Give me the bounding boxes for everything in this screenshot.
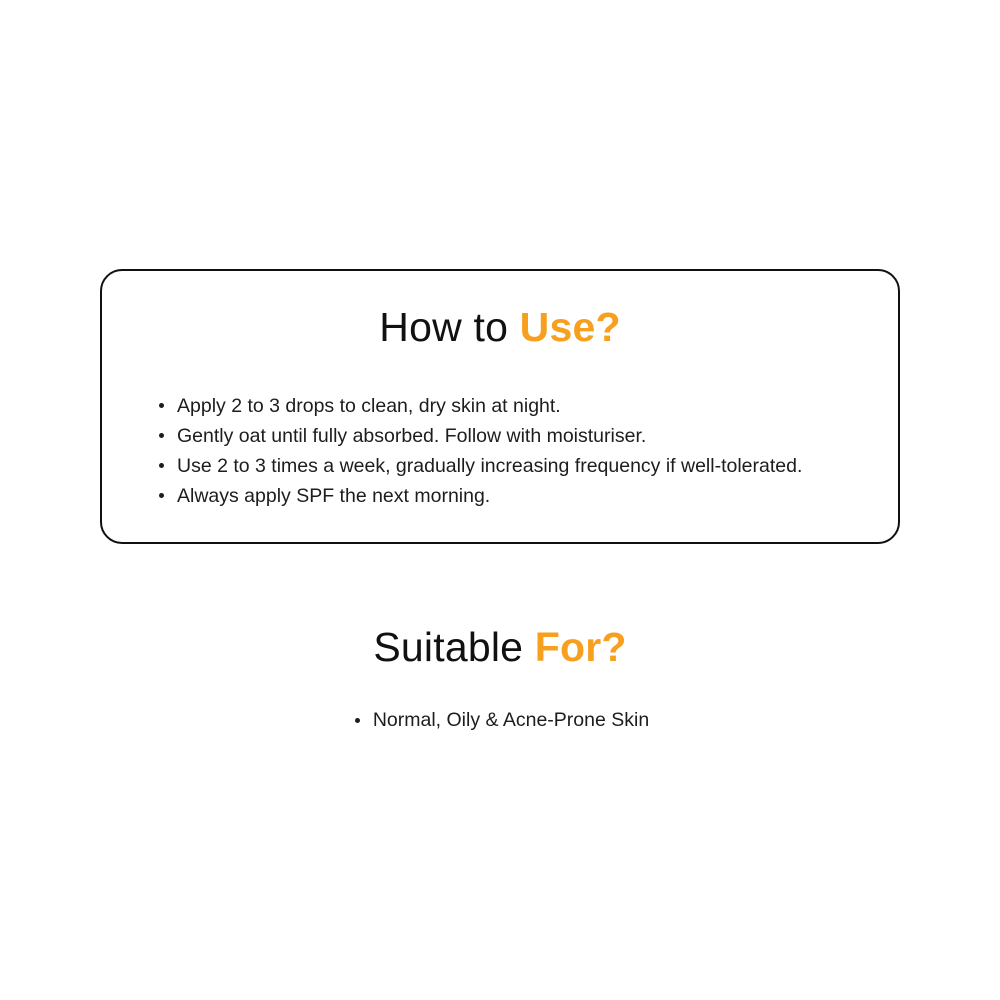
suitable-for-heading-accent: For? <box>534 624 627 670</box>
list-item: Apply 2 to 3 drops to clean, dry skin at night. <box>154 391 802 421</box>
how-to-use-heading-accent: Use? <box>519 304 621 350</box>
how-to-use-card <box>100 269 900 544</box>
how-to-use-list <box>154 391 802 511</box>
list-item: Always apply SPF the next morning. <box>154 481 802 511</box>
suitable-for-list-wrapper <box>0 706 1000 735</box>
suitable-for-section <box>0 625 1000 735</box>
suitable-for-list <box>351 706 649 735</box>
list-item: Gently oat until fully absorbed. Follow with moisturiser. <box>154 421 802 451</box>
suitable-for-heading-plain: Suitable <box>373 624 535 670</box>
list-item: Normal, Oily & Acne-Prone Skin <box>351 706 649 735</box>
how-to-use-heading <box>102 271 898 350</box>
suitable-for-heading <box>0 625 1000 670</box>
list-item: Use 2 to 3 times a week, gradually increasing frequency if well-tolerated. <box>154 451 802 481</box>
how-to-use-heading-plain: How to <box>379 304 520 350</box>
